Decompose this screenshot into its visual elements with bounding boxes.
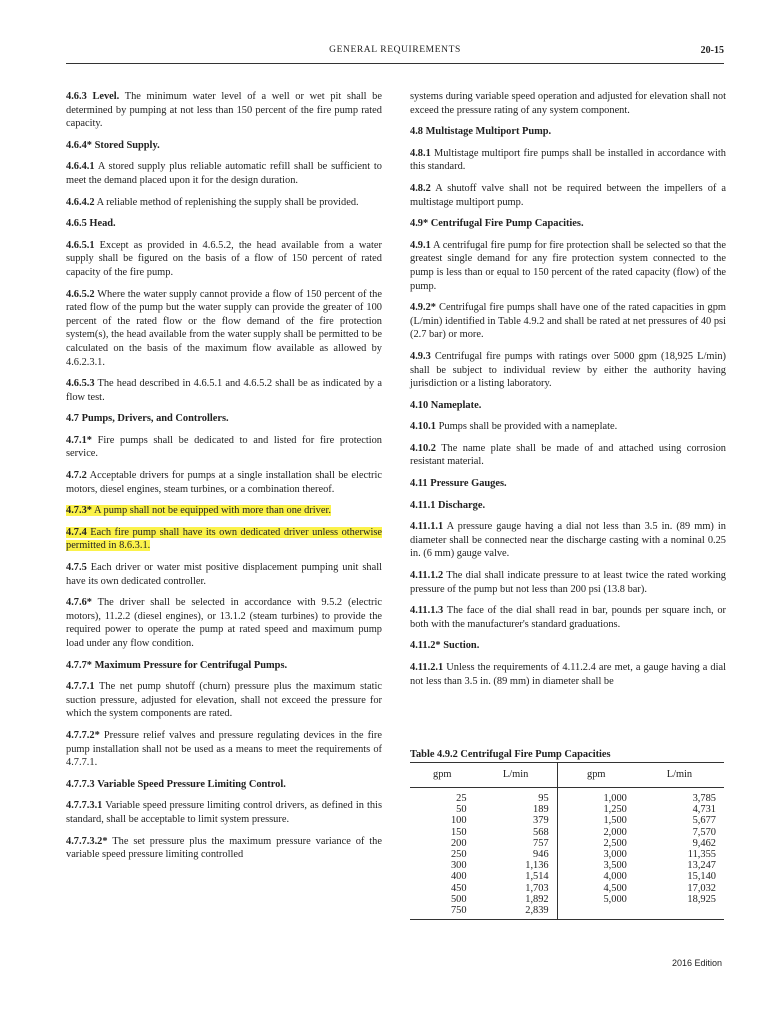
section-number: 4.7.4 <box>66 526 87 538</box>
section-text: A pressure gauge having a dial not less than 3.5 in. (89 mm) in diameter shall be connected near the discharge casting with a nominal 0.25 in. (6 mm) gauge valve. <box>410 521 726 560</box>
section-number: 4.7.5 <box>66 562 87 574</box>
table-cell: 150 <box>450 826 467 838</box>
paragraph-4-7-7- <box>66 659 382 673</box>
table-cell: 568 <box>533 826 549 838</box>
left-column <box>66 90 382 870</box>
table-cell: 13,247 <box>687 860 716 872</box>
section-text: A reliable method of replenishing the supply shall be provided. <box>96 196 359 208</box>
section-number: 4.6.5 <box>66 218 87 230</box>
section-text: The head described in 4.6.5.1 and 4.6.5.2 shall be as indicated by a flow test. <box>66 378 382 403</box>
table-cell: 2,839 <box>475 905 558 920</box>
paragraph-4-7-2 <box>66 469 382 496</box>
section-number: 4.8.2 <box>410 182 431 194</box>
section-heading: Multistage Multiport Pump. <box>425 126 552 138</box>
table-cell: 2,500 <box>557 838 635 849</box>
section-number: 4.11.1.1 <box>410 521 444 533</box>
table-cell: 1,250 <box>557 804 635 815</box>
section-number: 4.7.7.3 <box>66 778 95 790</box>
section-heading: Suction. <box>443 640 480 652</box>
section-number: 4.6.4.2 <box>66 196 95 208</box>
table-cell: 3,000 <box>557 849 635 860</box>
paragraph-4-10-2 <box>410 442 726 469</box>
table-cell: 9,462 <box>692 837 716 849</box>
paragraph-4-6-4- <box>66 139 382 153</box>
paragraph-4-7-1- <box>66 434 382 461</box>
paragraph-4-6-5 <box>66 217 382 231</box>
section-text: The face of the dial shall read in bar, pounds per square inch, or both with the manufacturer's standard graduations. <box>410 605 726 630</box>
table-cell: 2,000 <box>557 827 635 838</box>
table-cell: 300 <box>450 860 467 872</box>
table-row <box>410 883 724 894</box>
table-cell: 3,500 <box>557 860 635 871</box>
table-cell: 4,731 <box>692 804 716 816</box>
paragraph-4-6-4-1 <box>66 160 382 187</box>
table-row <box>410 838 724 849</box>
table-cell: 5,677 <box>692 815 716 827</box>
paragraph-4-11-2-1 <box>410 661 726 688</box>
section-text: The net pump shutoff (churn) pressure plus the maximum static suction pressure, adjusted for elevation, shall not exceed the pressure for which the system components are rated. <box>66 681 382 720</box>
paragraph-4-11-1-2 <box>410 569 726 596</box>
section-number: 4.11 <box>410 478 428 490</box>
paragraph-4-7-7-2- <box>66 729 382 770</box>
paragraph-4-7-6- <box>66 596 382 650</box>
paragraph-4-11 <box>410 477 726 491</box>
col-header-lmin: L/min <box>475 763 558 788</box>
section-heading: Stored Supply. <box>94 139 160 151</box>
paragraph-4-7-3- <box>66 504 382 518</box>
section-text: Multistage multiport fire pumps shall be installed in accordance with this standard. <box>410 147 726 173</box>
section-text: The driver shall be selected in accordance with 9.5.2 (electric motors), 11.2.2 (diesel engines), or 13.1.2 (steam turbines) to provide the required power to operate the pump at rated speed and maximum pump load under any flow condition. <box>66 597 382 649</box>
section-number: 4.10 <box>410 399 429 411</box>
section-heading: Level. <box>92 91 120 102</box>
section-heading: Pressure Gauges. <box>430 478 507 490</box>
capacity-table <box>410 762 724 920</box>
section-text: The dial shall indicate pressure to at least twice the rated working pressure of the pump but not less than 200 psi (13.8 bar). <box>410 570 726 595</box>
col-header-gpm: gpm <box>410 763 475 788</box>
section-text: Unless the requirements of 4.11.2.4 are met, a gauge having a dial not less than 3.5 in. (89 mm) in diameter shall be <box>410 662 726 687</box>
paragraph-4-11-1-3 <box>410 604 726 631</box>
section-number: 4.7.7.1 <box>66 681 95 693</box>
section-text: Centrifugal fire pumps shall have one of the rated capacities in gpm (L/min) identified in Table 4.9.2 and shall be rated at net pressures of 40 psi (2.7 bar) or more. <box>410 302 726 341</box>
section-number: 4.7.7.3.1 <box>66 800 103 812</box>
section-text: The name plate shall be made of and attached using corrosion resistant material. <box>410 442 726 468</box>
table-cell: 50 <box>456 804 467 816</box>
table-cell: 400 <box>450 871 467 883</box>
table-cell <box>557 905 635 920</box>
paragraph-4-6-5-2 <box>66 288 382 370</box>
table-cell: 18,925 <box>687 893 716 905</box>
section-heading: Pumps, Drivers, and Controllers. <box>81 413 229 425</box>
table-cell: 946 <box>533 849 549 861</box>
section-number: 4.7.6* <box>66 597 92 609</box>
table-cell: 750 <box>410 905 475 920</box>
section-number: 4.7.2 <box>66 470 87 482</box>
section-heading: Head. <box>89 218 116 230</box>
table-header-row <box>410 763 724 788</box>
section-text: Acceptable drivers for pumps at a single installation shall be electric motors, diesel engines, steam turbines, or a combination thereof. <box>66 470 382 495</box>
table-caption: Table 4.9.2 Centrifugal Fire Pump Capacities <box>410 749 611 760</box>
section-number: 4.6.5.2 <box>66 288 95 300</box>
section-heading: Variable Speed Pressure Limiting Control. <box>97 778 286 790</box>
running-header <box>66 45 724 64</box>
table-cell: 379 <box>533 815 549 827</box>
paragraph-4-10-1 <box>410 420 726 434</box>
table-cell: 4,500 <box>557 883 635 894</box>
table-cell: 1,514 <box>525 871 549 883</box>
paragraph-4-7 <box>66 412 382 426</box>
paragraph-4-9-2- <box>410 301 726 342</box>
paragraph-4-9-1 <box>410 239 726 293</box>
section-number: 4.6.3 <box>66 91 87 102</box>
table-cell <box>635 905 724 920</box>
table-cell: 11,355 <box>687 849 716 861</box>
table-cell: 25 <box>456 793 467 804</box>
section-number: 4.7 <box>66 413 79 425</box>
section-text: A centrifugal fire pump for fire protection shall be selected so that the greatest single demand for any fire protection system connected to the pump is less than or equal to 150 percent of the rated capacity (flow) of the pump. <box>410 239 726 292</box>
paragraph-4-7-7-3 <box>66 778 382 792</box>
table-cell: 100 <box>450 815 467 827</box>
paragraph-4-6-3 <box>66 90 382 131</box>
section-number: 4.7.7.2* <box>66 729 100 741</box>
section-number: 4.10.2 <box>410 442 436 454</box>
table-cell: 450 <box>450 882 467 894</box>
paragraph-4-9-3 <box>410 350 726 391</box>
table-row <box>410 905 724 920</box>
table-row <box>410 849 724 860</box>
table-cell: 4,000 <box>557 871 635 882</box>
section-number: 4.9.3 <box>410 350 431 362</box>
table-cell: 189 <box>533 804 549 816</box>
section-text: A stored supply plus reliable automatic refill shall be sufficient to meet the demand placed upon it for the design duration. <box>66 161 382 186</box>
section-text: The set pressure plus the maximum pressure variance of the variable speed pressure limiting controlled <box>66 835 382 861</box>
table-row <box>410 860 724 871</box>
table-cell: 3,785 <box>692 793 716 804</box>
section-number: 4.7.7.3.2* <box>66 835 108 847</box>
section-text: A shutoff valve shall not be required between the impellers of a multistage multiport pump. <box>410 182 727 208</box>
section-number: 4.9.1 <box>410 239 431 251</box>
paragraph-4-11-2- <box>410 639 726 653</box>
section-number: 4.6.5.1 <box>66 239 95 251</box>
table-cell: 200 <box>450 837 467 849</box>
section-number: 4.6.4.1 <box>66 161 95 173</box>
paragraph-4-7-4 <box>66 526 382 553</box>
section-heading: Nameplate. <box>430 399 482 411</box>
paragraph-4-11-1-1 <box>410 520 726 561</box>
paragraph-4-7-7-1 <box>66 680 382 721</box>
section-number: 4.9* <box>410 218 429 230</box>
section-text: Centrifugal fire pumps with ratings over 5000 gpm (18,925 L/min) shall be subject to individual review by either the authority having jurisdiction or a listing laboratory. <box>410 350 726 390</box>
paragraph-4-7-5 <box>66 561 382 588</box>
section-text: Where the water supply cannot provide a flow of 150 percent of the rated flow of the pump but the water supply can provide the greater of 100 percent of the rated flow or the flow demand of the fire protection system(s), the head available from the water supply shall be permitted to be calculated on the basis of the maximum flow available as allowed by 4.6.2.3.1. <box>66 288 382 368</box>
table-cell: 1,000 <box>557 788 635 805</box>
header-title: GENERAL REQUIREMENTS <box>329 45 461 55</box>
col-header-gpm-2: gpm <box>557 763 635 788</box>
edition-footer: 2016 Edition <box>671 958 722 968</box>
table-cell: 1,136 <box>525 860 549 872</box>
table-cell: 17,032 <box>687 882 716 894</box>
section-text: Variable speed pressure limiting control drivers, as defined in this standard, shall be acceptable to limit system pressure. <box>66 800 382 825</box>
paragraph-4-9- <box>410 217 726 231</box>
right-column <box>410 90 727 760</box>
paragraph-4-11-1 <box>410 499 726 513</box>
paragraph-4-6-4-2 <box>66 196 382 210</box>
section-number: 4.8 <box>410 126 423 138</box>
table-cell: 1,703 <box>525 882 549 894</box>
table-row <box>410 827 724 838</box>
table-cell: 250 <box>450 849 467 861</box>
paragraph-4-8-1 <box>410 147 726 174</box>
section-number: 4.7.1* <box>66 434 92 446</box>
section-number: 4.8.1 <box>410 147 431 159</box>
section-number: 4.11.1.2 <box>410 570 444 582</box>
section-text: Each driver or water mist positive displacement pumping unit shall have its own dedicated controller. <box>66 562 382 587</box>
table-row <box>410 815 724 826</box>
table-cell: 5,000 <box>557 894 635 905</box>
section-number: 4.11.1.3 <box>410 605 444 617</box>
section-text: Pressure relief valves and pressure regulating devices in the fire pump installation shall not be used as a means to meet the requirements of 4.7.7.1. <box>66 729 382 769</box>
section-number: 4.11.1 <box>410 499 436 511</box>
section-text: Fire pumps shall be dedicated to and listed for fire protection service. <box>66 434 383 460</box>
paragraph-4-8-2 <box>410 182 726 209</box>
section-number: 4.9.2* <box>410 302 436 314</box>
section-text: systems during variable speed operation and adjusted for elevation shall not exceed the pressure rating of any system component. <box>410 91 726 116</box>
table-row <box>410 788 724 805</box>
table-cell: 500 <box>450 893 467 905</box>
table-body <box>410 788 724 920</box>
table-row <box>410 894 724 905</box>
table-cell: 757 <box>533 837 549 849</box>
table-row <box>410 871 724 882</box>
right-paragraphs <box>410 90 726 688</box>
paragraph-4-7-7-3-1 <box>66 799 382 826</box>
table-row <box>410 804 724 815</box>
page-number: 20-15 <box>700 45 724 56</box>
section-number: 4.7.3* <box>66 505 92 517</box>
section-number: 4.6.4* <box>66 139 92 151</box>
section-number: 4.11.2.1 <box>410 662 444 673</box>
section-text: Except as provided in 4.6.5.2, the head available from a water supply shall be figured on the basis of a flow of 150 percent of rated capacity of the fire pump. <box>66 239 382 278</box>
section-number: 4.6.5.3 <box>66 378 95 390</box>
section-number: 4.11.2* <box>410 640 441 652</box>
paragraph-4-8 <box>410 125 726 139</box>
col-header-lmin-2: L/min <box>635 763 724 788</box>
section-number: 4.10.1 <box>410 421 436 433</box>
section-text: A pump shall not be equipped with more than one driver. <box>94 505 331 517</box>
paragraph-4-10 <box>410 399 726 413</box>
table-cell: 15,140 <box>687 871 716 883</box>
paragraph-4-6-5-1 <box>66 239 382 280</box>
section-number: 4.7.7* <box>66 659 92 671</box>
section-heading: Discharge. <box>438 499 486 511</box>
section-text: Each fire pump shall have its own dedicated driver unless otherwise permitted in 8.6.3.1. <box>66 526 382 552</box>
table-cell: 1,500 <box>557 815 635 826</box>
paragraph-4-6-5-3 <box>66 377 382 404</box>
paragraph-cont <box>410 90 726 117</box>
section-heading: Maximum Pressure for Centrifugal Pumps. <box>94 659 288 671</box>
table-cell: 1,892 <box>525 893 549 905</box>
section-text: Pumps shall be provided with a nameplate. <box>438 421 618 433</box>
table-cell: 7,570 <box>692 826 716 838</box>
section-text: The minimum water level of a well or wet pit shall be determined by pumping at not less than 150 percent of the fire pump rated capacity. <box>66 91 382 130</box>
section-heading: Centrifugal Fire Pump Capacities. <box>430 218 584 230</box>
paragraph-4-7-7-3-2- <box>66 835 382 862</box>
table-cell: 95 <box>538 793 549 804</box>
